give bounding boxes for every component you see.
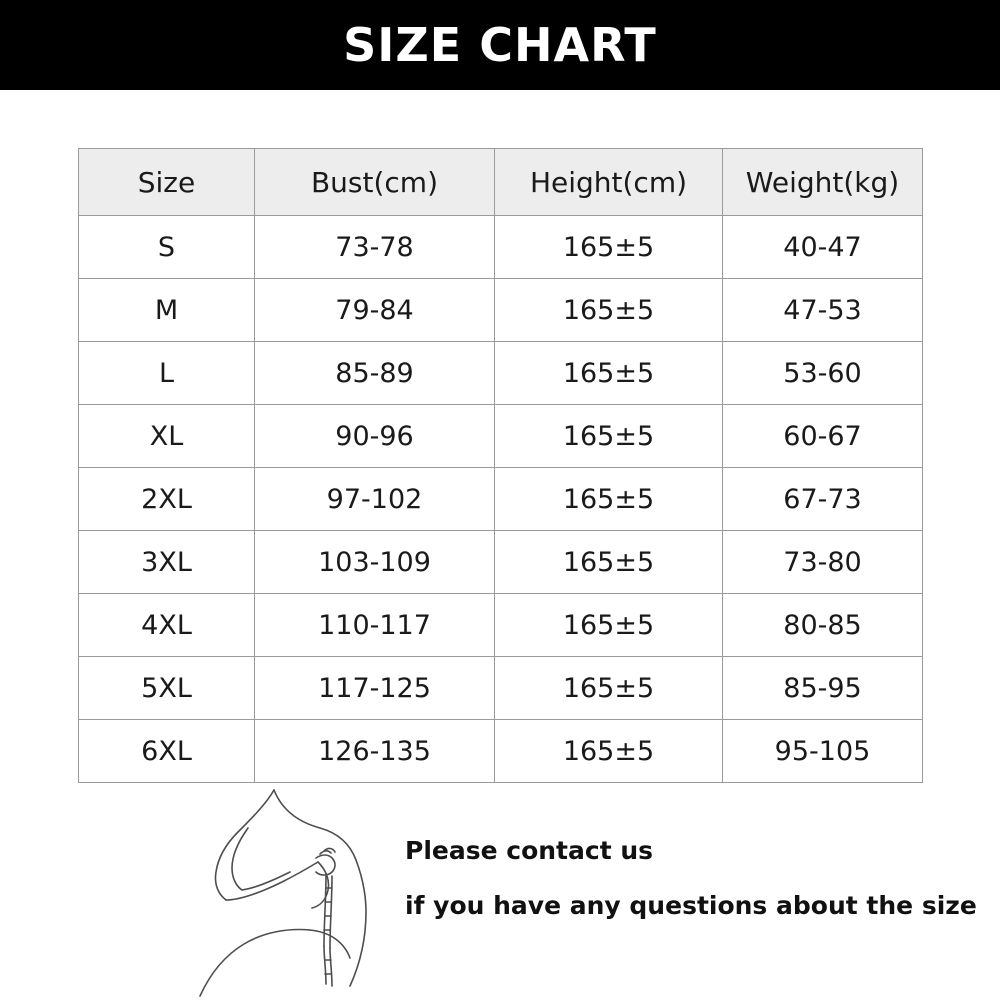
cell-size: 2XL — [79, 468, 255, 531]
cell-height: 165±5 — [495, 657, 723, 720]
cell-size: 6XL — [79, 720, 255, 783]
cell-height: 165±5 — [495, 405, 723, 468]
cell-weight: 95-105 — [723, 720, 923, 783]
header-bar — [0, 0, 1000, 90]
cell-size: 4XL — [79, 594, 255, 657]
cell-size: 3XL — [79, 531, 255, 594]
table-row — [79, 657, 923, 720]
cell-bust: 110-117 — [255, 594, 495, 657]
cell-weight: 40-47 — [723, 216, 923, 279]
cell-height: 165±5 — [495, 720, 723, 783]
cell-weight: 47-53 — [723, 279, 923, 342]
cell-weight: 67-73 — [723, 468, 923, 531]
cell-weight: 80-85 — [723, 594, 923, 657]
note-line-2: if you have any questions about the size — [405, 891, 977, 920]
note-line-1: Please contact us — [405, 836, 654, 865]
column-header-weight: Weight(kg) — [723, 149, 923, 216]
cell-bust: 73-78 — [255, 216, 495, 279]
table-row — [79, 594, 923, 657]
cell-weight: 60-67 — [723, 405, 923, 468]
table-row — [79, 405, 923, 468]
page-title: SIZE CHART — [343, 18, 657, 72]
table-row — [79, 468, 923, 531]
table-row — [79, 342, 923, 405]
cell-weight: 85-95 — [723, 657, 923, 720]
table-row — [79, 216, 923, 279]
cell-size: M — [79, 279, 255, 342]
cell-bust: 79-84 — [255, 279, 495, 342]
column-header-size: Size — [79, 149, 255, 216]
column-header-bust: Bust(cm) — [255, 149, 495, 216]
cell-size: 5XL — [79, 657, 255, 720]
cell-bust: 103-109 — [255, 531, 495, 594]
cell-weight: 73-80 — [723, 531, 923, 594]
cell-weight: 53-60 — [723, 342, 923, 405]
cell-bust: 126-135 — [255, 720, 495, 783]
column-header-height: Height(cm) — [495, 149, 723, 216]
cell-bust: 90-96 — [255, 405, 495, 468]
woman-measuring-bust-icon — [170, 788, 420, 1000]
cell-size: L — [79, 342, 255, 405]
table-header-row — [79, 149, 923, 216]
cell-size: S — [79, 216, 255, 279]
cell-bust: 117-125 — [255, 657, 495, 720]
cell-height: 165±5 — [495, 342, 723, 405]
size-chart-table — [78, 148, 923, 783]
contact-note — [405, 838, 985, 918]
cell-height: 165±5 — [495, 216, 723, 279]
cell-height: 165±5 — [495, 468, 723, 531]
bottom-area — [0, 790, 1000, 1000]
cell-bust: 97-102 — [255, 468, 495, 531]
size-chart-table-wrapper — [0, 148, 1000, 783]
cell-height: 165±5 — [495, 594, 723, 657]
table-row — [79, 531, 923, 594]
table-row — [79, 279, 923, 342]
cell-height: 165±5 — [495, 279, 723, 342]
cell-size: XL — [79, 405, 255, 468]
cell-bust: 85-89 — [255, 342, 495, 405]
cell-height: 165±5 — [495, 531, 723, 594]
table-row — [79, 720, 923, 783]
